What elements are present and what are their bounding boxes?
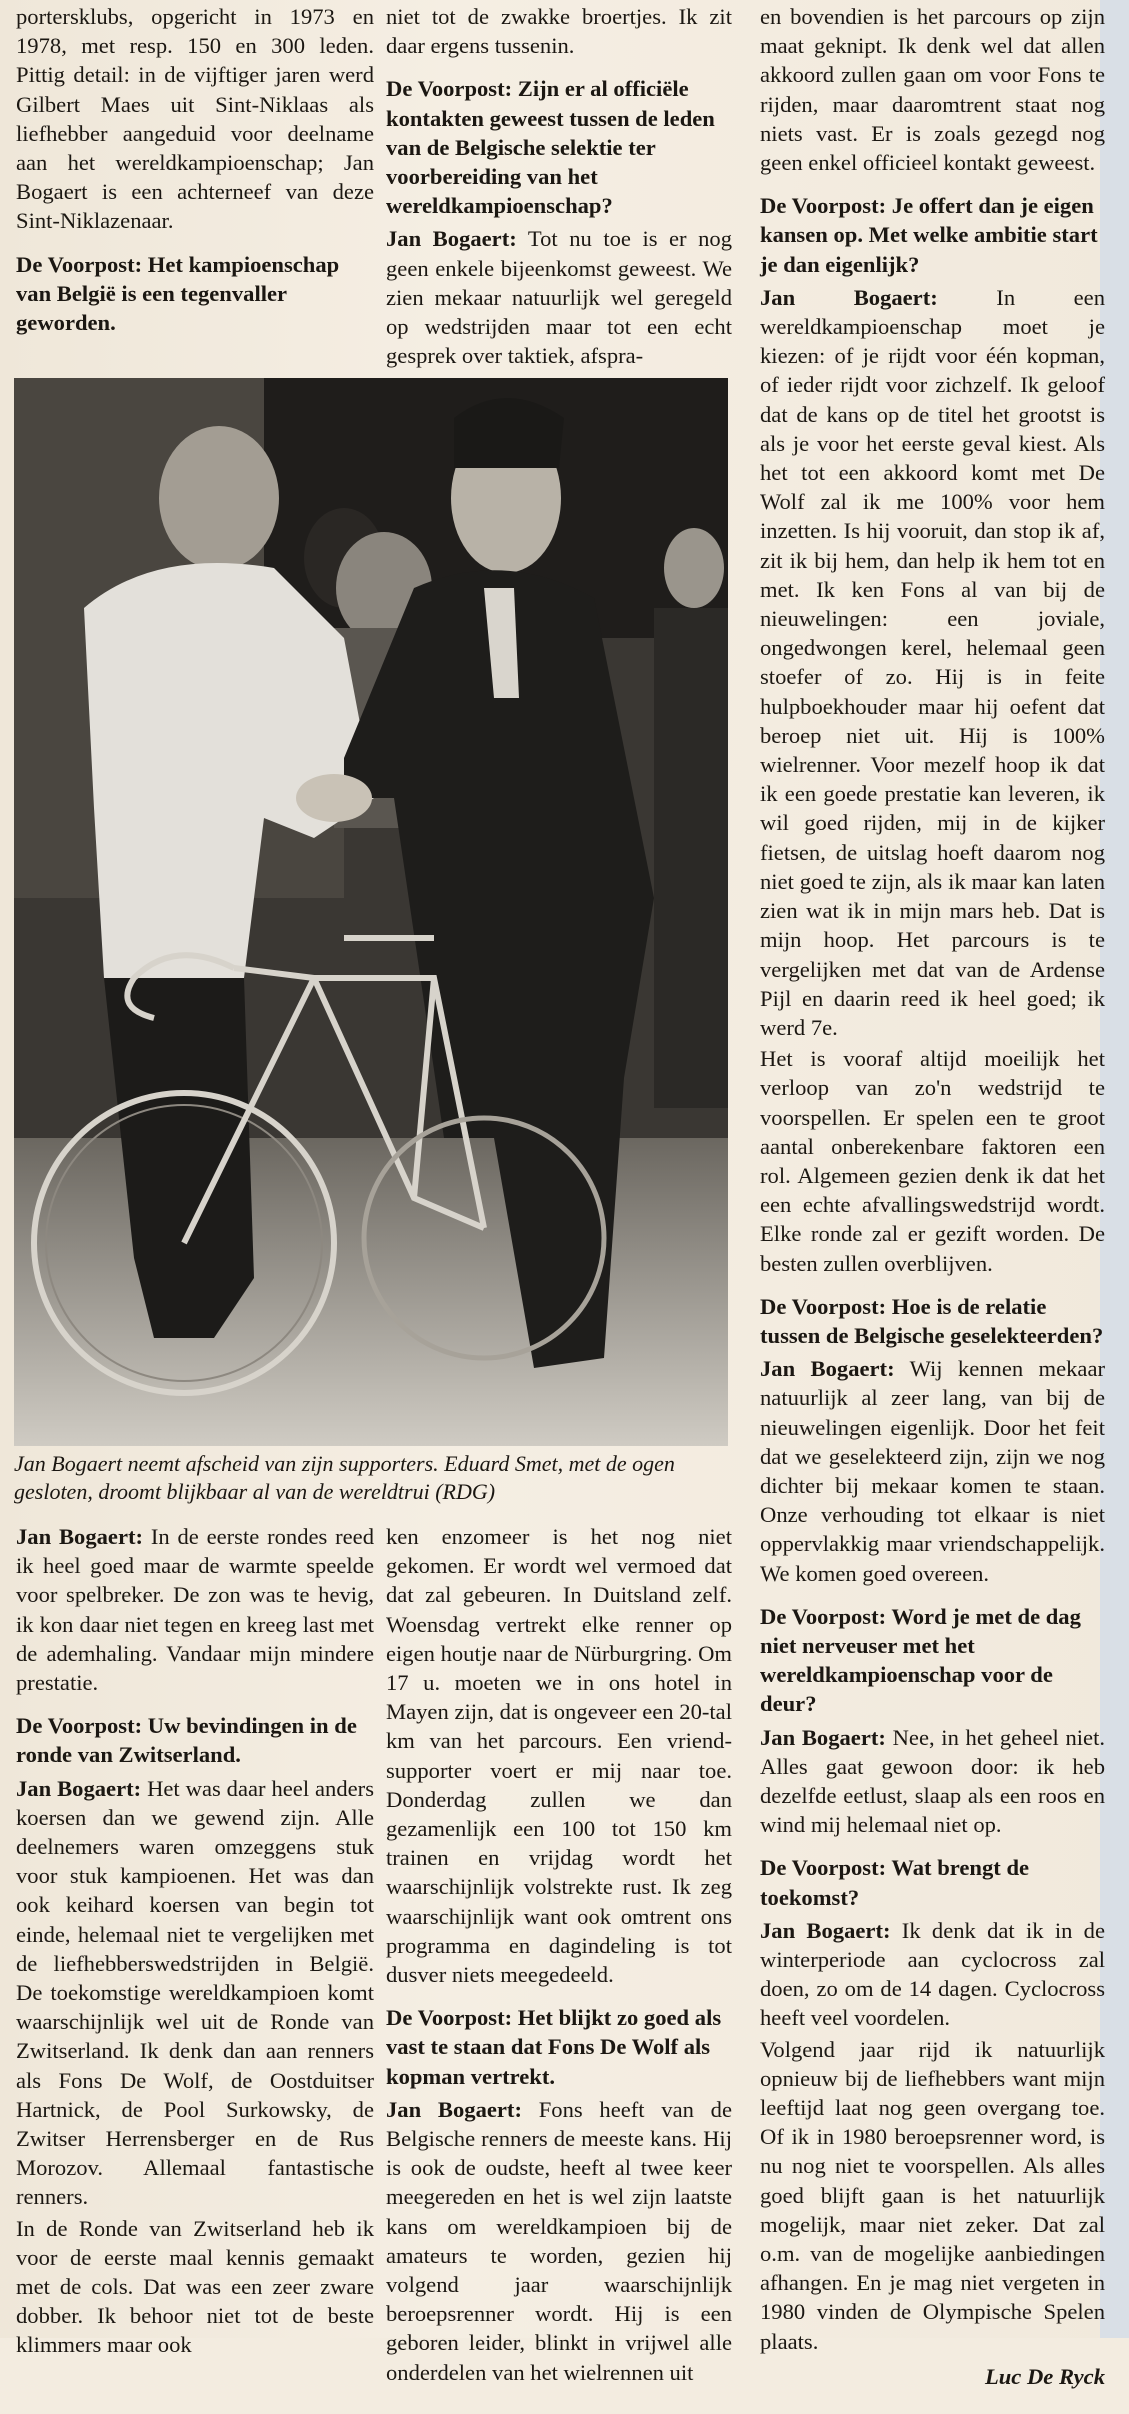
column-2-bottom — [386, 1522, 732, 2389]
speaker: Jan Bogaert: — [16, 1524, 144, 1549]
question: De Voorpost: Word je met de dag niet nerveuser met het wereldkampioenschap voor de deur? — [760, 1603, 1081, 1717]
answer — [16, 1522, 374, 1697]
answer-text: Tot nu toe is er nog geen enkele bijeenkomst geweest. We zien mekaar natuurlijk wel geregeld op wedstrijden maar tot een echt gesprek over taktiek, afspra- — [386, 226, 732, 369]
photo-caption: Jan Bogaert neemt afscheid van zijn supporters. Eduard Smet, met de ogen gesloten, droomt blijkbaar al van de wereldtrui (RDG) — [14, 1451, 675, 1504]
paragraph: Het is vooraf altijd moeilijk het verloop van zo'n wedstrijd te voorspellen. Er spelen een te groot aantal onberekenbare faktoren een rol. Algemeen gezien denk ik dat het een echte afvallingswedstrijd wordt. Elke ronde zal er gezift worden. De besten zullen overblijven. — [760, 1046, 1105, 1276]
answer-text: Fons heeft van de Belgische renners de meeste kans. Hij is ook de oudste, heeft al twee keer meegereden en het is wel zijn laatste kans om wereldkampioen bij de amateurs te worden, gezien hij volgend jaar waarschijnlijk beroepsrenner wordt. Hij is een geboren leider, blinkt in vrijwel alle onderdelen van het wielrennen uit — [386, 2096, 732, 2385]
speaker: Jan Bogaert: — [760, 1356, 895, 1382]
column-1-bottom — [16, 1522, 374, 2362]
paragraph: niet tot de zwakke broertjes. Ik zit daar ergens tussenin. — [386, 4, 732, 59]
column-3 — [760, 2, 1105, 2414]
question: De Voorpost: Je offert dan je eigen kansen op. Met welke ambitie start je dan eigenlijk? — [760, 193, 1098, 277]
answer — [760, 1354, 1105, 1588]
photo-illustration — [14, 378, 728, 1446]
speaker: Jan Bogaert: — [760, 1724, 886, 1750]
paragraph: ken enzomeer is het nog niet gekomen. Er wordt wel vermoed dat dat zal gebeuren. In Duitsland zelf. Woensdag vertrekt elke renner op eigen houtje naar de Nürburgring. Om 17 u. moeten we in ons hotel in Mayen zijn, dat is ongeveer een 20-tal km van het parcours. Een vriend-supporter voert er mij naar toe. Donderdag zullen we dan gezamenlijk een 100 tot 150 km trainen en vrijdag wordt het waarschijnlijk volstrekte rust. Ik zeg waarschijnlijk want ook omtrent ons programma en dagindeling is tot dusver niets meegedeeld. — [386, 1524, 732, 1988]
answer — [386, 2095, 732, 2387]
speaker: Jan Bogaert: — [16, 1775, 142, 1801]
answer-text: Ik denk dat ik in de winterperiode aan cyclocross zal doen, zo om de 14 dagen. Cyclocross heeft veel voordelen. — [760, 1917, 1106, 2031]
answer-text: Wij kennen mekaar natuurlijk al zeer lang, van bij de nieuwelingen eigenlijk. Door het feit dat we geselekteerd zijn, zijn we nog dichter bij mekaar komen te staan. Onze verhouding tot elkaar is niet oppervlakkig maar vriendschappelijk. We komen goed overeen. — [760, 1356, 1105, 1586]
paragraph: portersklubs, opgericht in 1973 en 1978, met resp. 150 en 300 leden. Pittig detail: in de vijftiger jaren werd Gilbert Maes uit Sint-Niklaas als liefhebber aangeduid voor deelname aan het wereldkampioenschap; Jan Bogaert is een achterneef van deze Sint-Niklazenaar. — [16, 4, 374, 234]
answer — [760, 1723, 1105, 1840]
photo — [14, 378, 728, 1446]
paragraph: In de Ronde van Zwitserland heb ik voor de eerste maal kennis gemaakt met de cols. Dat was een zeer zware dobber. Ik behoor niet tot de beste klimmers maar ook — [16, 2215, 374, 2358]
answer-text: In een wereldkampioenschap moet je kiezen: of je rijdt voor één kopman, of ieder rijdt voor zichzelf. Ik geloof dat de kans op de titel het grootst is als je voor het eerste geval kiest. Als het tot een akkoord komt met De Wolf zal ik me 100% voor hem inzetten. Is hij vooruit, dan stop ik af, zit ik bij hem, dan help ik hem tot en met. Ik ken Fons al van bij de nieuwelingen: een joviale, ongedwongen kerel, helemaal geen stoefer of zo. Hij is in feite hulpboekhouder maar hij oefent dat beroep niet uit. Hij is 100% wielrenner. Voor mezelf hoop ik dat ik een goede prestatie kan leveren, ik wil goed rijden, mij in de kijker fietsen, de uitslag hoeft daarom nog niet goed te zijn, als ik maar kan laten zien wat ik in mijn mars heb. Dat is mijn hoop. Het parcours is te vergelijken met dat van de Ardense Pijl en daarin reed ik heel goed; ik werd 7e. — [760, 284, 1105, 1040]
question: De Voorpost: Wat brengt de toekomst? — [760, 1855, 1030, 1910]
speaker: Jan Bogaert: — [760, 284, 938, 310]
answer — [16, 1774, 374, 2212]
answer — [760, 1916, 1105, 2033]
paragraph: Volgend jaar rijd ik natuurlijk opnieuw bij de liefhebbers want mijn leeftijd laat nog geen overgang toe. Of ik in 1980 beroepsrenner word, is nu nog niet te voorspellen. Als alles goed blijft gaan is het natuurlijk mogelijk, maar niet zeker. Dat zal o.m. van de mogelijke aanbiedingen afhangen. En je mag niet vergeten in 1980 vinden de Olympische Spelen plaats. — [760, 2036, 1105, 2354]
paragraph: en bovendien is het parcours op zijn maat geknipt. Ik denk wel dat allen akkoord zullen gaan om voor Fons te rijden, maar daaromtrent staat nog niets vast. Er is zoals gezegd nog geen enkel officieel kontakt geweest. — [760, 4, 1105, 176]
question: De Voorpost: Uw bevindingen in de ronde van Zwitserland. — [16, 1713, 357, 1768]
question: De Voorpost: Het kampioenschap van België is een tegenvaller geworden. — [16, 251, 340, 336]
answer — [760, 283, 1105, 1042]
column-2-top — [386, 2, 732, 372]
answer-text: In de eerste rondes reed ik heel goed maar de warmte speelde voor spelbreker. De zon was te hevig, ik kon daar niet tegen en kreeg last met de ademhaling. Vandaar mijn mindere prestatie. — [16, 1524, 374, 1696]
question: De Voorpost: Hoe is de relatie tussen de Belgische geselekteerden? — [760, 1293, 1104, 1348]
answer — [386, 224, 732, 370]
answer-text: Het was daar heel anders koersen dan we gewend zijn. Alle deelnemers waren omzeggens stuk voor stuk kampioenen. Het was dan ook keihard koersen van begin tot einde, helemaal niet te vergelijken met de liefhebberswedstrijden in België. De toekomstige wereldkampioen komt waarschijnlijk wel uit de Ronde van Zwitserland. Ik denk dan aan renners als Fons De Wolf, de Oostduitser Hartnick, de Pool Surkowsky, de Zwitser Herrensberger en de Rus Morozov. Allemaal fantastische renners. — [16, 1775, 374, 2210]
speaker: Jan Bogaert: — [386, 226, 517, 252]
answer-text: Nee, in het geheel niet. Alles gaat gewoon door: ik heb dezelfde eetlust, slaap als een roos en wind mij helemaal niet op. — [760, 1724, 1105, 1838]
column-1-top — [16, 2, 374, 341]
speaker: Jan Bogaert: — [760, 1917, 891, 1943]
question: De Voorpost: Het blijkt zo goed als vast te staan dat Fons De Wolf als kopman vertrekt. — [386, 2005, 722, 2089]
question: De Voorpost: Zijn er al officiële kontakten geweest tussen de leden van de Belgische selektie ter voorbereiding van het wereldkampioenschap? — [386, 76, 715, 219]
author-signature: Luc De Ryck — [984, 2363, 1105, 2389]
speaker: Jan Bogaert: — [386, 2096, 522, 2122]
